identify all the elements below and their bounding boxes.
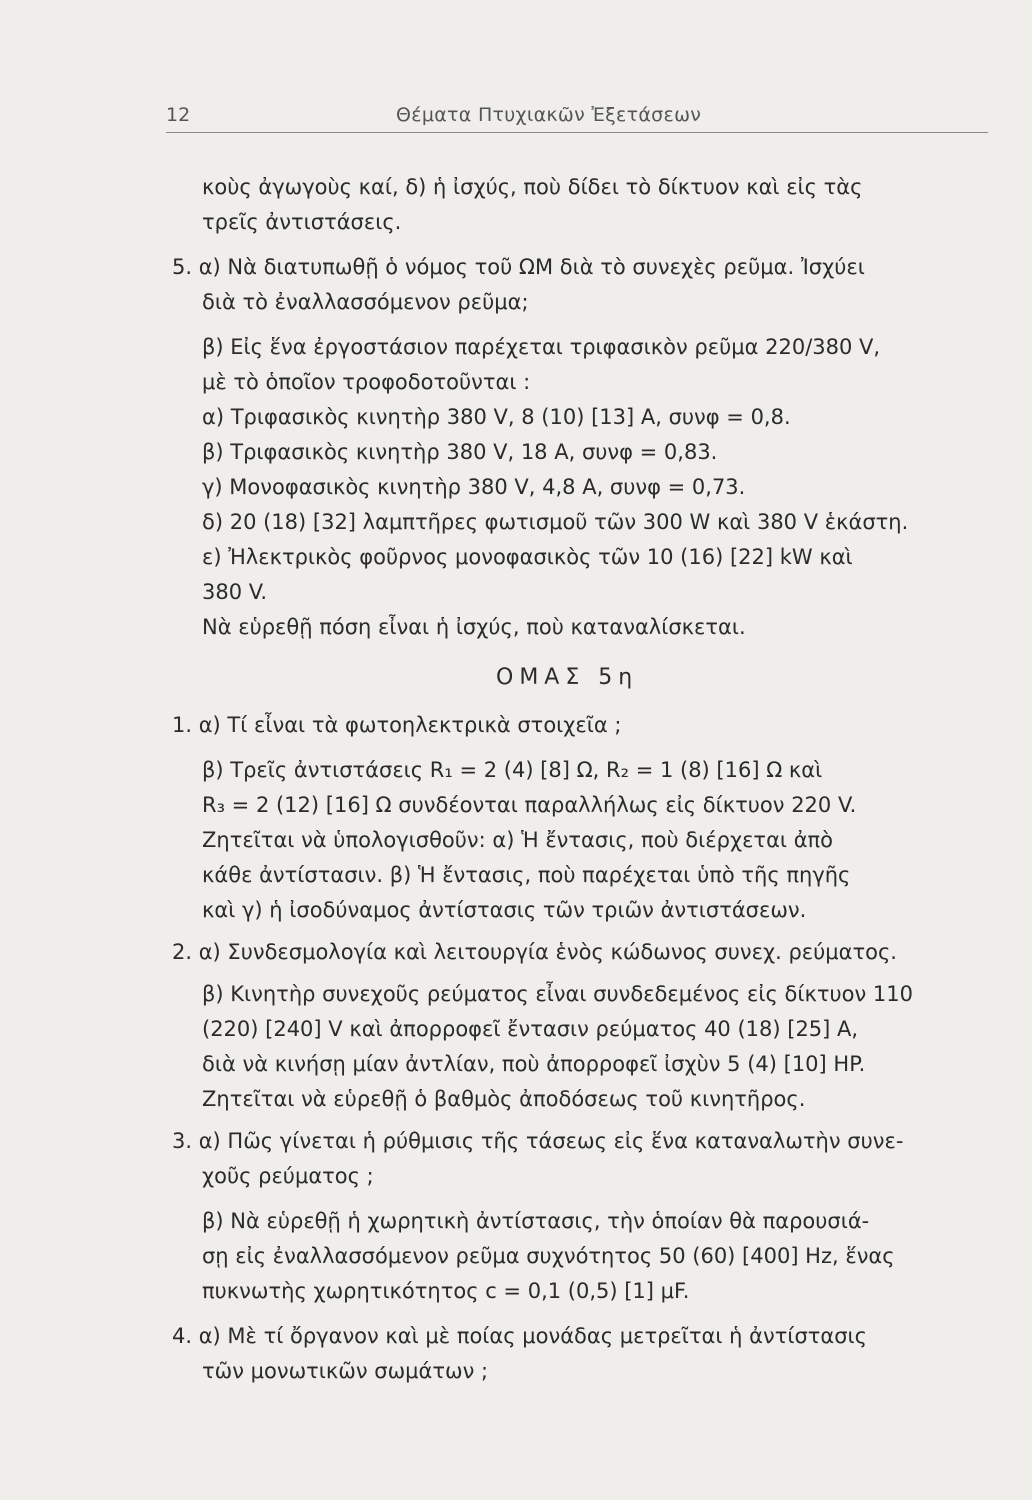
text-line: β) Νὰ εὑρεθῇ ἡ χωρητικὴ ἀντίστασις, τὴν ὁποίαν θὰ παρουσιά- bbox=[202, 1209, 870, 1233]
text-line: κάθε ἀντίστασιν. β) Ἡ ἔντασις, ποὺ παρέχεται ὑπὸ τῆς πηγῆς bbox=[202, 863, 851, 887]
running-title: Θέματα Πτυχιακῶν Ἐξετάσεων bbox=[396, 104, 702, 126]
text-line: χοῦς ρεύματος ; bbox=[202, 1164, 374, 1188]
text-line: γ) Μονοφασικὸς κινητὴρ 380 V, 4,8 A, συνφ = 0,73. bbox=[202, 475, 746, 499]
text-line: διὰ τὸ ἐναλλασσόμενον ρεῦμα; bbox=[202, 290, 529, 314]
text-line: σῃ εἰς ἐναλλασσόμενον ρεῦμα συχνότητος 50 (60) [400] Hz, ἕνας bbox=[202, 1244, 895, 1268]
text-line: πυκνωτὴς χωρητικότητος c = 0,1 (0,5) [1] μF. bbox=[202, 1279, 690, 1303]
text-line: τῶν μονωτικῶν σωμάτων ; bbox=[202, 1359, 489, 1383]
text-line: β) Τριφασικὸς κινητὴρ 380 V, 18 A, συνφ = 0,83. bbox=[202, 440, 718, 464]
text-line: β) Εἰς ἕνα ἐργοστάσιον παρέχεται τριφασικὸν ρεῦμα 220/380 V, bbox=[202, 335, 881, 359]
section-title: ΟΜΑΣ 5η bbox=[496, 665, 639, 690]
text-line: Ζητεῖται νὰ ὑπολογισθοῦν: α) Ἡ ἔντασις, ποὺ διέρχεται ἀπὸ bbox=[202, 828, 834, 852]
page-number: 12 bbox=[166, 104, 191, 126]
text-line: α) Τριφασικὸς κινητὴρ 380 V, 8 (10) [13] A, συνφ = 0,8. bbox=[202, 405, 791, 429]
text-line: 380 V. bbox=[202, 580, 268, 604]
text-line: τρεῖς ἀντιστάσεις. bbox=[202, 210, 402, 234]
text-line: κοὺς ἀγωγοὺς καί, δ) ἡ ἰσχύς, ποὺ δίδει τὸ δίκτυον καὶ εἰς τὰς bbox=[202, 175, 863, 199]
text-line: ε) Ἠλεκτρικὸς φοῦρνος μονοφασικὸς τῶν 10 (16) [22] kW καὶ bbox=[202, 545, 853, 569]
page-header bbox=[166, 100, 988, 133]
question-3: 3. α) Πῶς γίνεται ἡ ρύθμισις τῆς τάσεως εἰς ἕνα καταναλωτὴν συνε- bbox=[172, 1129, 904, 1153]
text-line: δ) 20 (18) [32] λαμπτῆρες φωτισμοῦ τῶν 300 W καὶ 380 V ἑκάστη. bbox=[202, 510, 909, 534]
text-line: β) Κινητὴρ συνεχοῦς ρεύματος εἶναι συνδεδεμένος εἰς δίκτυον 110 bbox=[202, 982, 913, 1006]
text-line: Νὰ εὑρεθῇ πόση εἶναι ἡ ἰσχύς, ποὺ καταναλίσκεται. bbox=[202, 615, 746, 639]
question-1: 1. α) Τί εἶναι τὰ φωτοηλεκτρικὰ στοιχεῖα ; bbox=[172, 713, 622, 737]
question-2: 2. α) Συνδεσμολογία καὶ λειτουργία ἑνὸς κώδωνος συνεχ. ρεύματος. bbox=[172, 940, 897, 964]
text-line: (220) [240] V καὶ ἀπορροφεῖ ἔντασιν ρεύματος 40 (18) [25] A, bbox=[202, 1017, 859, 1041]
text-line: καὶ γ) ἡ ἰσοδύναμος ἀντίστασις τῶν τριῶν ἀντιστάσεων. bbox=[202, 898, 807, 922]
text-line: διὰ νὰ κινήσῃ μίαν ἀντλίαν, ποὺ ἀπορροφεῖ ἰσχὺν 5 (4) [10] HP. bbox=[202, 1052, 866, 1076]
question-4: 4. α) Μὲ τί ὄργανον καὶ μὲ ποίας μονάδας μετρεῖται ἡ ἀντίστασις bbox=[172, 1324, 867, 1348]
question-5: 5. α) Νὰ διατυπωθῇ ὁ νόμος τοῦ ΩΜ διὰ τὸ συνεχὲς ρεῦμα. Ἰσχύει bbox=[172, 255, 865, 279]
text-line: μὲ τὸ ὁποῖον τροφοδοτοῦνται : bbox=[202, 370, 531, 394]
text-line: β) Τρεῖς ἀντιστάσεις R₁ = 2 (4) [8] Ω, R₂ = 1 (8) [16] Ω καὶ bbox=[202, 758, 823, 782]
text-line: R₃ = 2 (12) [16] Ω συνδέονται παραλλήλως εἰς δίκτυον 220 V. bbox=[202, 793, 857, 817]
text-line: Ζητεῖται νὰ εὑρεθῇ ὁ βαθμὸς ἀποδόσεως τοῦ κινητῆρος. bbox=[202, 1087, 806, 1111]
